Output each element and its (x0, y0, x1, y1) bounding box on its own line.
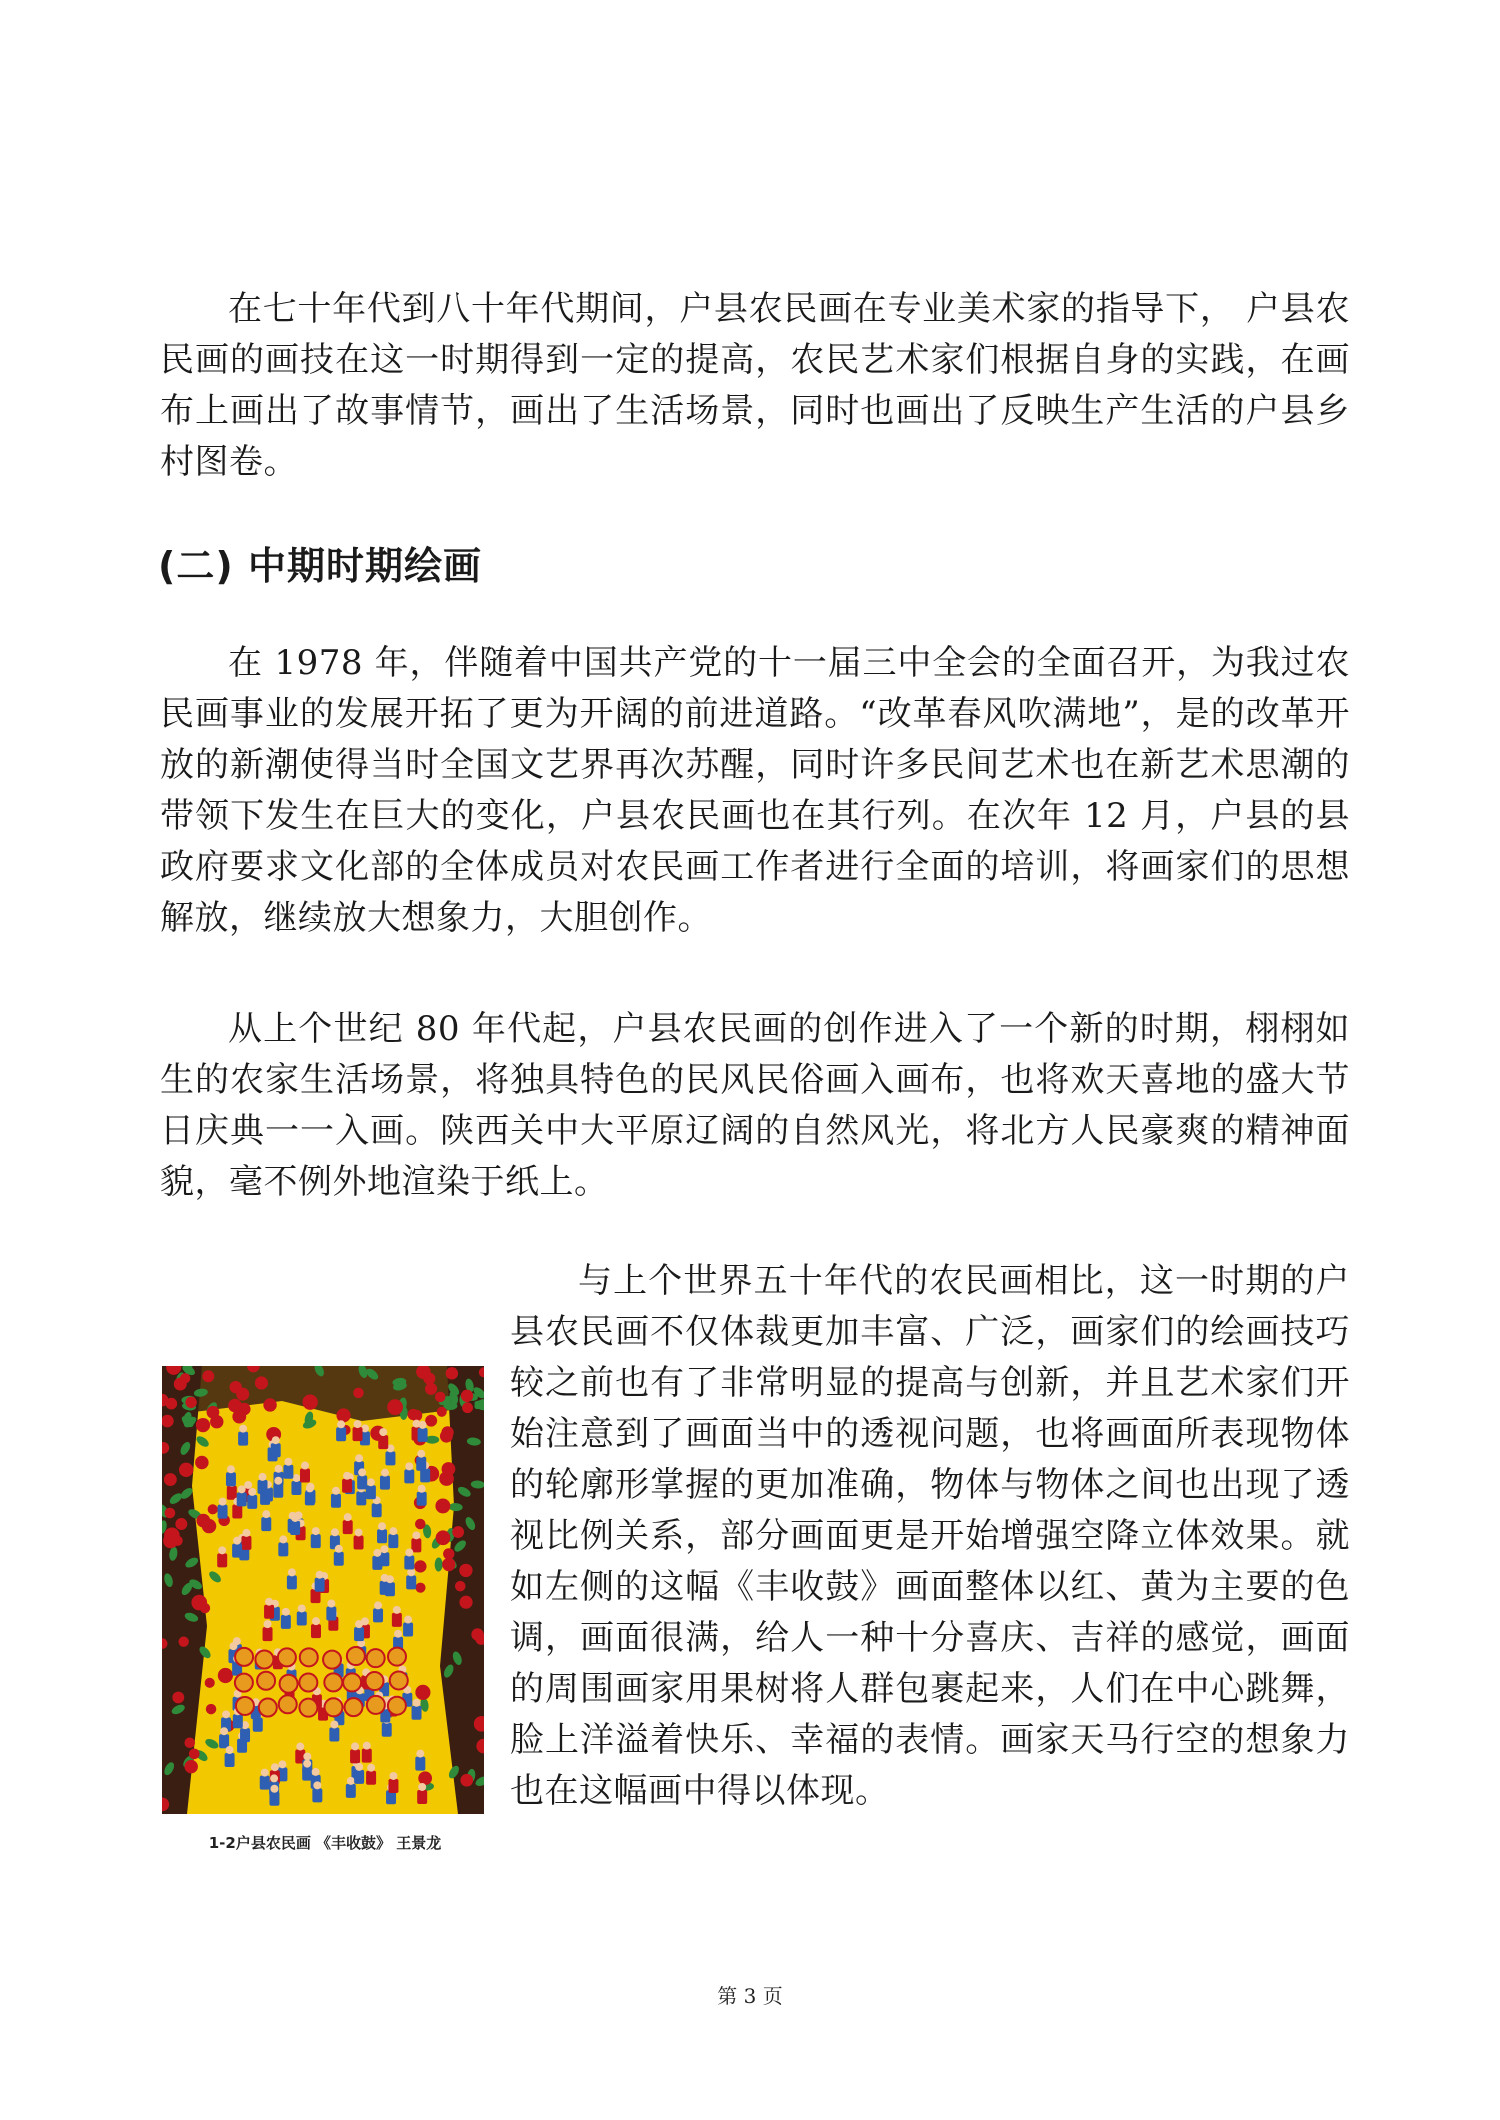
figure-caption: 1-2户县农民画 《丰收鼓》 王景龙 (208, 1834, 442, 1852)
paragraph-comparison: 与上个世界五十年代的农民画相比，这一时期的户县农民画不仅体裁更加丰富、广泛，画家们的绘画技巧较之前也有了非常明显的提高与创新，并且艺术家们开始注意到了画面当中的透视问题，也将画面所表现物体的轮廓形掌握的更加准确，物体与物体之间也出现了透视比例关系，部分画面更是开始增强空降立体效果。就如左侧的这幅《丰收鼓》画面整体以红、黄为主要的色调，画面很满，给人一种十分喜庆、吉祥的感觉，画面的周围画家用果树将人群包裹起来，人们在中心跳舞，脸上洋溢着快乐、幸福的表情。画家天马行空的想象力也在这幅画中得以体现。 (510, 1261, 1350, 1811)
paragraph-intro: 在七十年代到八十年代期间，户县农民画在专业美术家的指导下， 户县农民画的画技在这一时期得到一定的提高，农民艺术家们根据自身的实践，在画布上画出了故事情节，画出了生活场景，同时也画出了反映生产生活的户县乡村图卷。 (160, 289, 1350, 482)
paragraph-1978: 在 1978 年，伴随着中国共产党的十一届三中全会的全面召开，为我过农民画事业的发展开拓了更为开阔的前进道路。“改革春风吹满地”，是的改革开放的新潮使得当时全国文艺界再次苏醒，同时许多民间艺术也在新艺术思潮的带领下发生在巨大的变化，户县农民画也在其行列。在次年 12 月，户县的县政府要求文化部的全体成员对农民画工作者进行全面的培训，将画家们的思想解放，继续放大想象力，大胆创作。 (160, 643, 1350, 938)
page-number: 第 3 页 (717, 1984, 783, 2008)
paragraph-1980s: 从上个世纪 80 年代起，户县农民画的创作进入了一个新的时期，栩栩如生的农家生活场景，将独具特色的民风民俗画入画布，也将欢天喜地的盛大节日庆典一一入画。陕西关中大平原辽阔的自然风光，将北方人民豪爽的精神面貌，毫不例外地渲染于纸上。 (160, 1009, 1350, 1202)
folk-painting-figure (162, 1366, 484, 1814)
painting-illustration (162, 1366, 484, 1814)
section-heading: (二) 中期时期绘画 (158, 544, 482, 588)
